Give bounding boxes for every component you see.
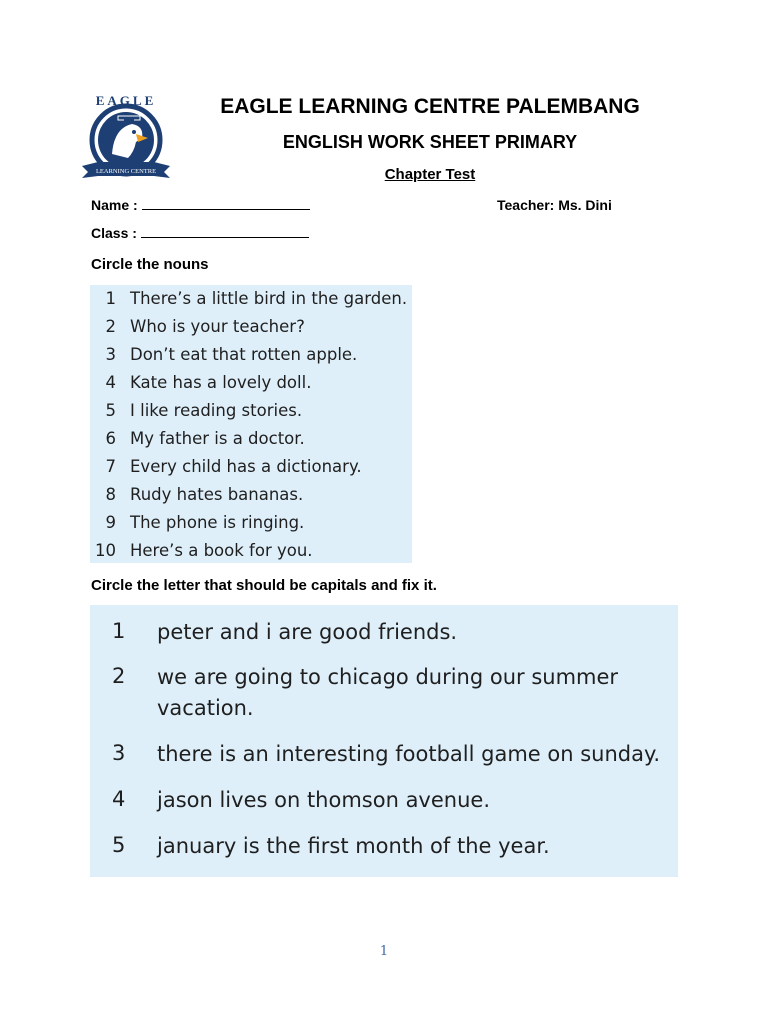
nouns-exercise-box (90, 285, 412, 563)
section2-instruction: Circle the letter that should be capitals and fix it. (91, 577, 437, 594)
item-sentence: My father is a doctor. (130, 429, 305, 448)
name-blank-line[interactable] (142, 197, 310, 210)
item-number: 5 (112, 833, 126, 857)
item-number: 9 (105, 513, 116, 532)
item-sentence: There’s a little bird in the garden. (130, 289, 408, 308)
item-number: 6 (105, 429, 116, 448)
item-sentence: Don’t eat that rotten apple. (130, 345, 358, 364)
item-number: 1 (105, 289, 116, 308)
item-number: 1 (112, 619, 126, 643)
item-sentence: Every child has a dictionary. (130, 457, 362, 476)
item-sentence: peter and i are good friends. (157, 620, 458, 644)
item-sentence: there is an interesting football game on sunday. (157, 742, 661, 766)
item-number: 5 (105, 401, 116, 420)
list-item (90, 513, 412, 541)
item-sentence: Kate has a lovely doll. (130, 373, 312, 392)
capitals-exercise-box (90, 605, 678, 877)
item-number: 10 (95, 541, 116, 560)
item-sentence: The phone is ringing. (130, 513, 305, 532)
list-item (90, 401, 412, 429)
item-sentence: jason lives on thomson avenue. (157, 788, 490, 812)
item-sentence: Here’s a book for you. (130, 541, 313, 560)
class-label: Class : (91, 225, 137, 241)
item-number: 2 (112, 664, 126, 688)
list-item (90, 457, 412, 485)
name-label: Name : (91, 197, 138, 213)
item-sentence: I like reading stories. (130, 401, 303, 420)
teacher-label: Teacher: Ms. Dini (497, 197, 612, 213)
list-item (90, 485, 412, 513)
page-title: EAGLE LEARNING CENTRE PALEMBANG (220, 95, 640, 118)
item-number: 8 (105, 485, 116, 504)
page-subtitle: ENGLISH WORK SHEET PRIMARY (282, 132, 578, 152)
item-number: 3 (105, 345, 116, 364)
list-item (90, 541, 412, 569)
eagle-logo-icon (78, 92, 174, 188)
page-number: 1 (379, 944, 389, 959)
logo-top-text: EAGLE (95, 93, 157, 108)
item-number: 7 (105, 457, 116, 476)
list-item (90, 317, 412, 345)
item-number: 3 (112, 741, 126, 765)
item-sentence: january is the first month of the year. (157, 834, 550, 858)
list-item (90, 345, 412, 373)
logo-banner-text: LEARNING CENTRE (95, 168, 157, 175)
chapter-heading: Chapter Test (384, 166, 476, 183)
item-number: 2 (105, 317, 116, 336)
item-number: 4 (112, 787, 126, 811)
item-sentence: Who is your teacher? (130, 317, 305, 336)
class-field (91, 225, 309, 241)
list-item (90, 429, 412, 457)
list-item (90, 373, 412, 401)
class-blank-line[interactable] (141, 225, 309, 238)
item-number: 4 (105, 373, 116, 392)
item-sentence: we are going to chicago during our summer vacation. (157, 665, 619, 720)
section1-instruction: Circle the nouns (91, 256, 209, 273)
list-item (90, 289, 412, 317)
name-field (91, 197, 310, 213)
item-sentence: Rudy hates bananas. (130, 485, 304, 504)
